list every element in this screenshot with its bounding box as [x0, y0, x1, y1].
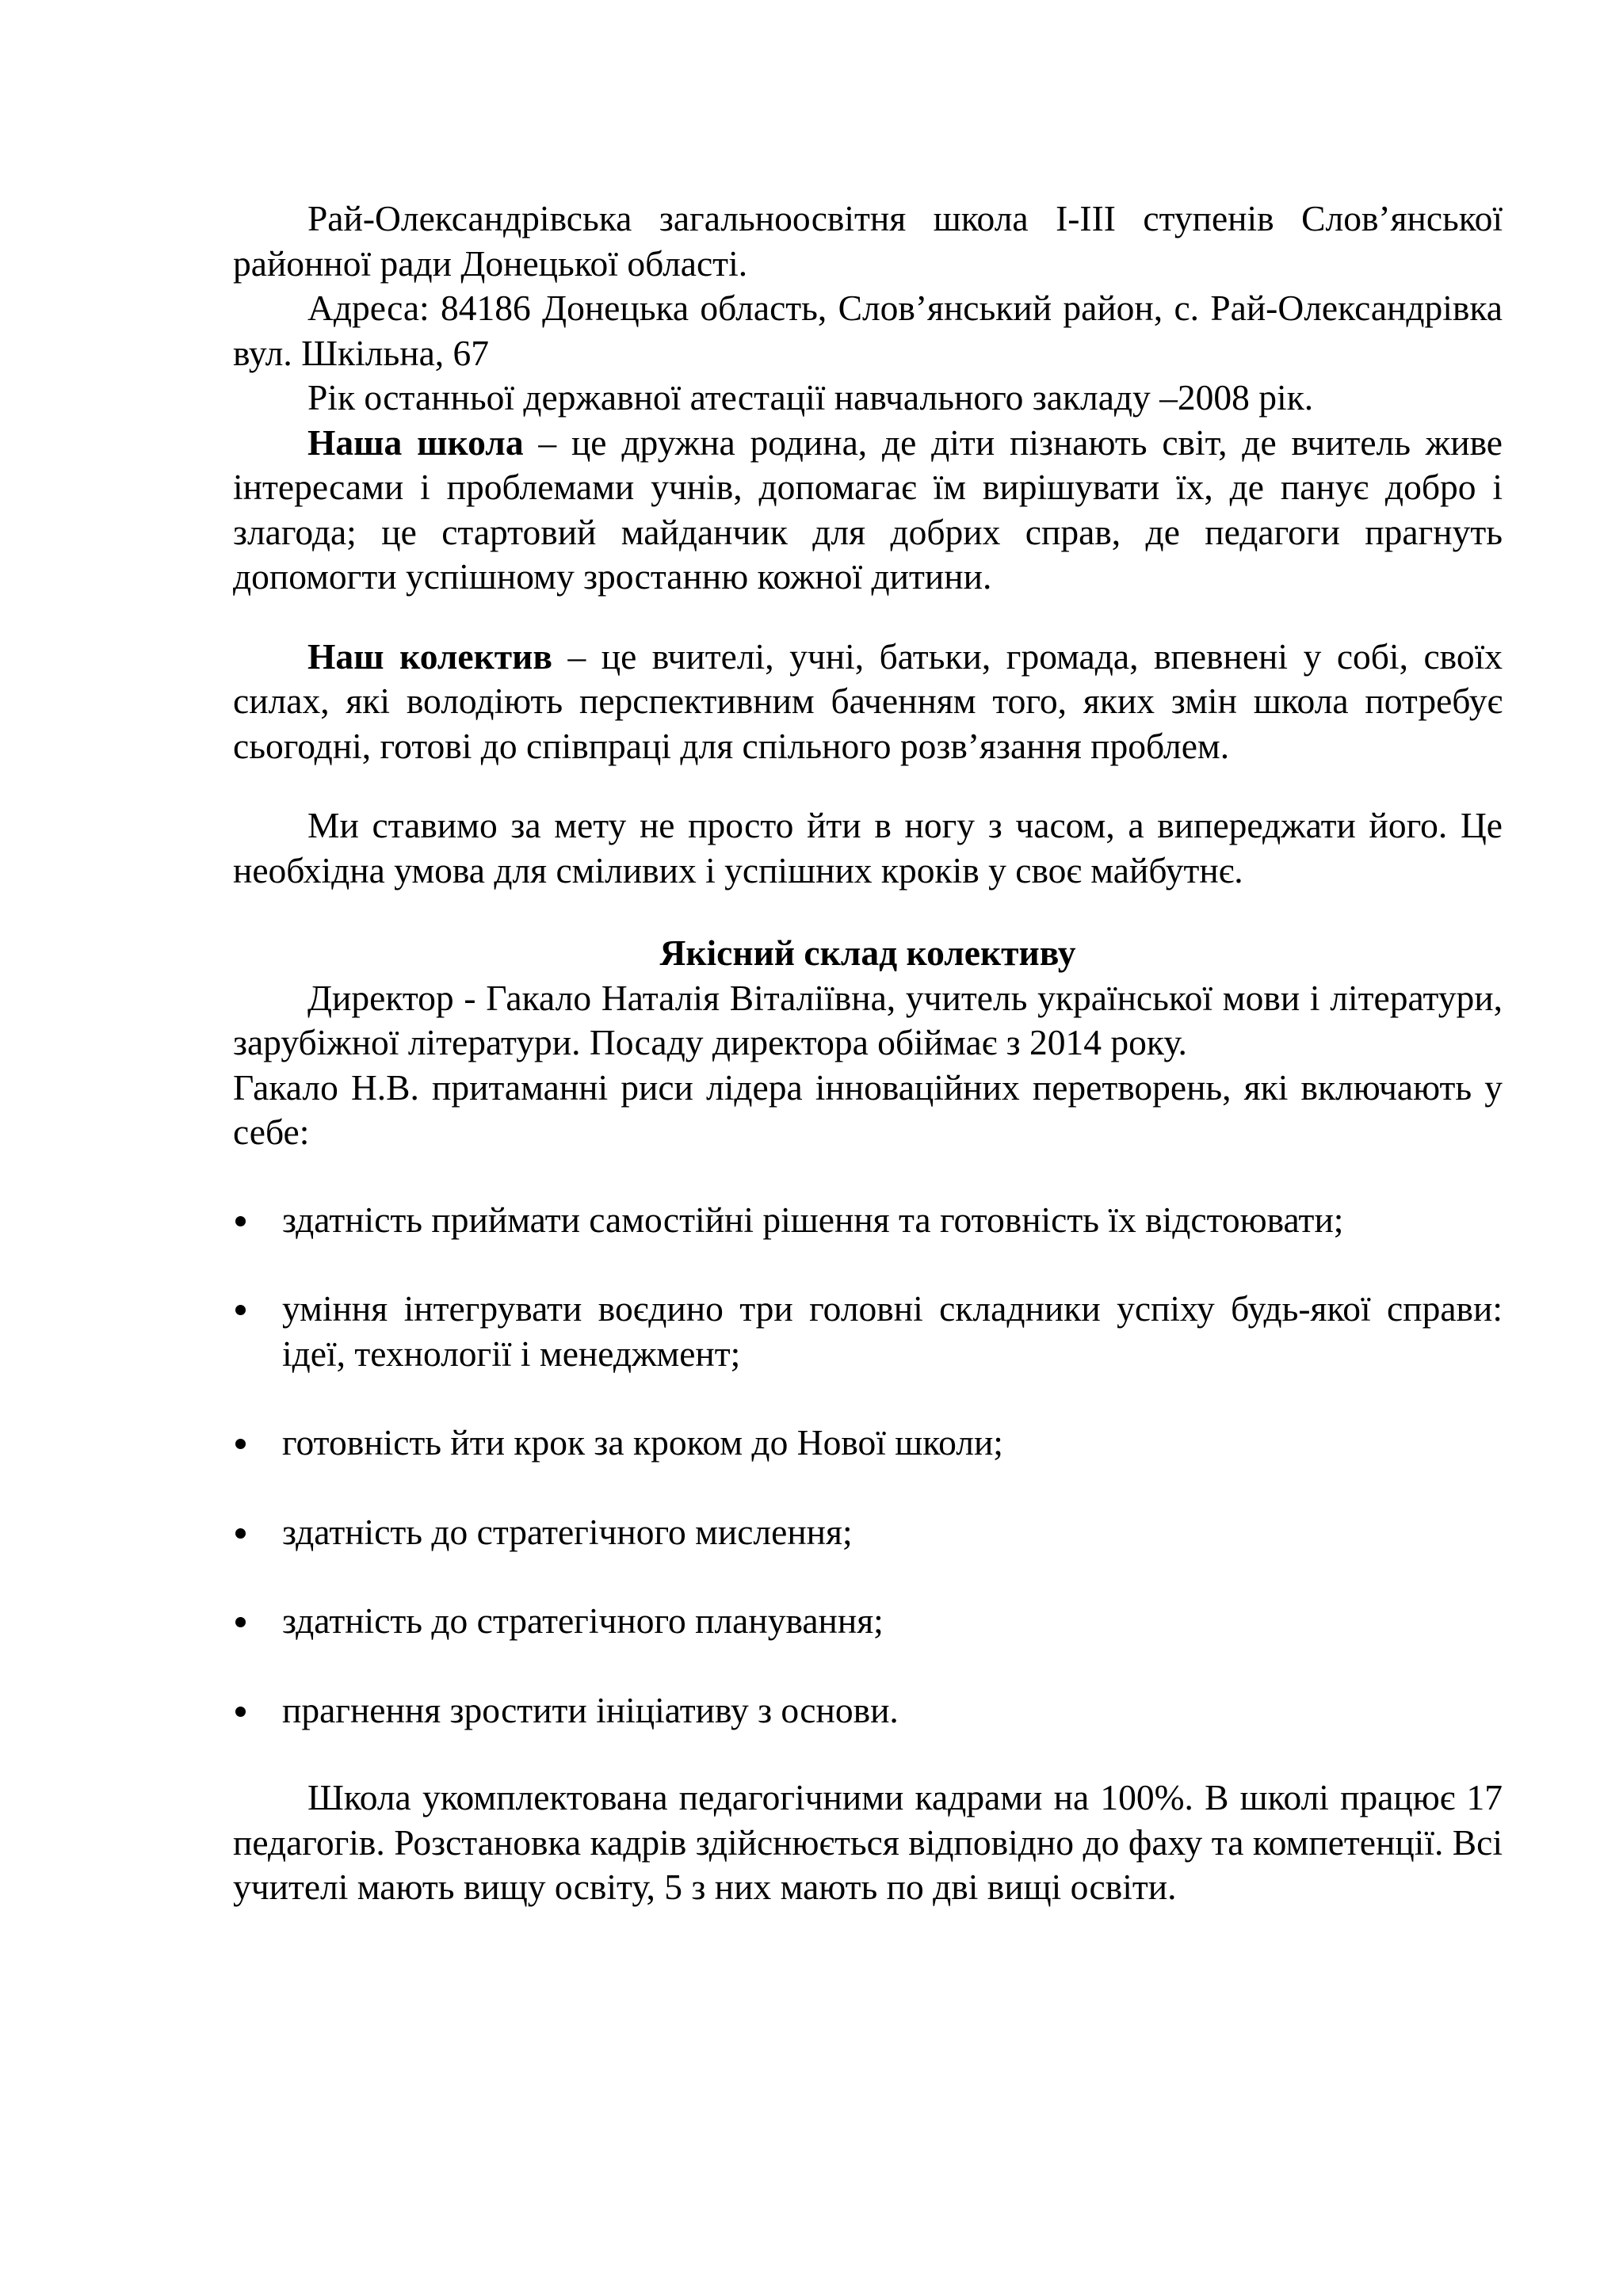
our-school-text: – це дружна родина, де діти пізнають світ, де вчитель живе інтересами і проблемами учнів, допомагає їм вирішувати їх, де панує добро і злагода; це стартовий майданчик для добрих справ, де педагоги прагнуть допомогти успішному зростанню кожної дитини.: [233, 421, 1503, 597]
list-item: [233, 1421, 1503, 1466]
list-item: [233, 1599, 1503, 1644]
section-title: Якісний склад колективу: [659, 933, 1076, 973]
list-item: [233, 1688, 1503, 1733]
list-item-text: прагнення зростити ініціативу з основи.: [282, 1689, 899, 1730]
director-paragraph: Директор - Гакало Наталія Віталіївна, учитель української мови і літератури, зарубіжної літератури. Посаду директора обіймає з 2014 року.: [233, 977, 1503, 1062]
list-item: [233, 1287, 1503, 1376]
bullet-dot-icon: [235, 1305, 246, 1315]
list-item: [233, 1198, 1503, 1243]
bullet-dot-icon: [235, 1216, 246, 1226]
our-team-text: – це вчителі, учні, батьки, громада, впевнені у собі, своїх силах, які володіють перспективним баченням того, яких змін школа потребує сьогодні, готові до співпраці для спільного розв’язання проблем.: [233, 635, 1503, 766]
document-body: [233, 196, 1503, 1910]
bullet-dot-icon: [235, 1617, 246, 1627]
our-school-paragraph: [233, 421, 1503, 600]
list-item-text: здатність до стратегічного мислення;: [282, 1511, 853, 1552]
list-item-text: готовність йти крок за кроком до Нової школи;: [282, 1422, 1003, 1463]
our-team-paragraph: [233, 635, 1503, 769]
goal-paragraph: Ми ставимо за мету не просто йти в ногу з часом, а випереджати його. Це необхідна умова для сміливих і успішних кроків у своє майбутнє.: [233, 805, 1503, 891]
list-item-text: здатність приймати самостійні рішення та готовність їх відстоювати;: [282, 1199, 1344, 1240]
bullet-dot-icon: [235, 1439, 246, 1449]
list-item-text: уміння інтегрувати воєдино три головні складники успіху будь-якої справи: ідеї, технології і менеджмент;: [282, 1288, 1503, 1374]
school-name-paragraph: Рай-Олександрівська загальноосвітня школа І-ІІІ ступенів Слов’янської районної ради Донецької області.: [233, 198, 1503, 284]
list-item: [233, 1510, 1503, 1555]
bullet-dot-icon: [235, 1707, 246, 1717]
our-school-lead: Наша школа: [307, 421, 524, 463]
our-team-lead: Наш колектив: [307, 635, 552, 677]
staffing-paragraph: Школа укомплектована педагогічними кадрами на 100%. В школі працює 17 педагогів. Розстановка кадрів здійснюється відповідно до фаху та компетенції. Всі учителі мають вищу освіту, 5 з них мають по дві вищі освіти.: [233, 1777, 1503, 1907]
attestation-paragraph: Рік останньої державної атестації навчального закладу –2008 рік.: [307, 377, 1314, 418]
bullet-dot-icon: [235, 1528, 246, 1539]
traits-intro-paragraph: Гакало Н.В. притаманні риси лідера інноваційних перетворень, які включають у себе:: [233, 1066, 1503, 1152]
traits-list: [233, 1198, 1503, 1733]
list-item-text: здатність до стратегічного планування;: [282, 1600, 884, 1641]
address-paragraph: Адреса: 84186 Донецька область, Слов’янський район, с. Рай-Олександрівка вул. Шкільна, 67: [233, 288, 1503, 373]
